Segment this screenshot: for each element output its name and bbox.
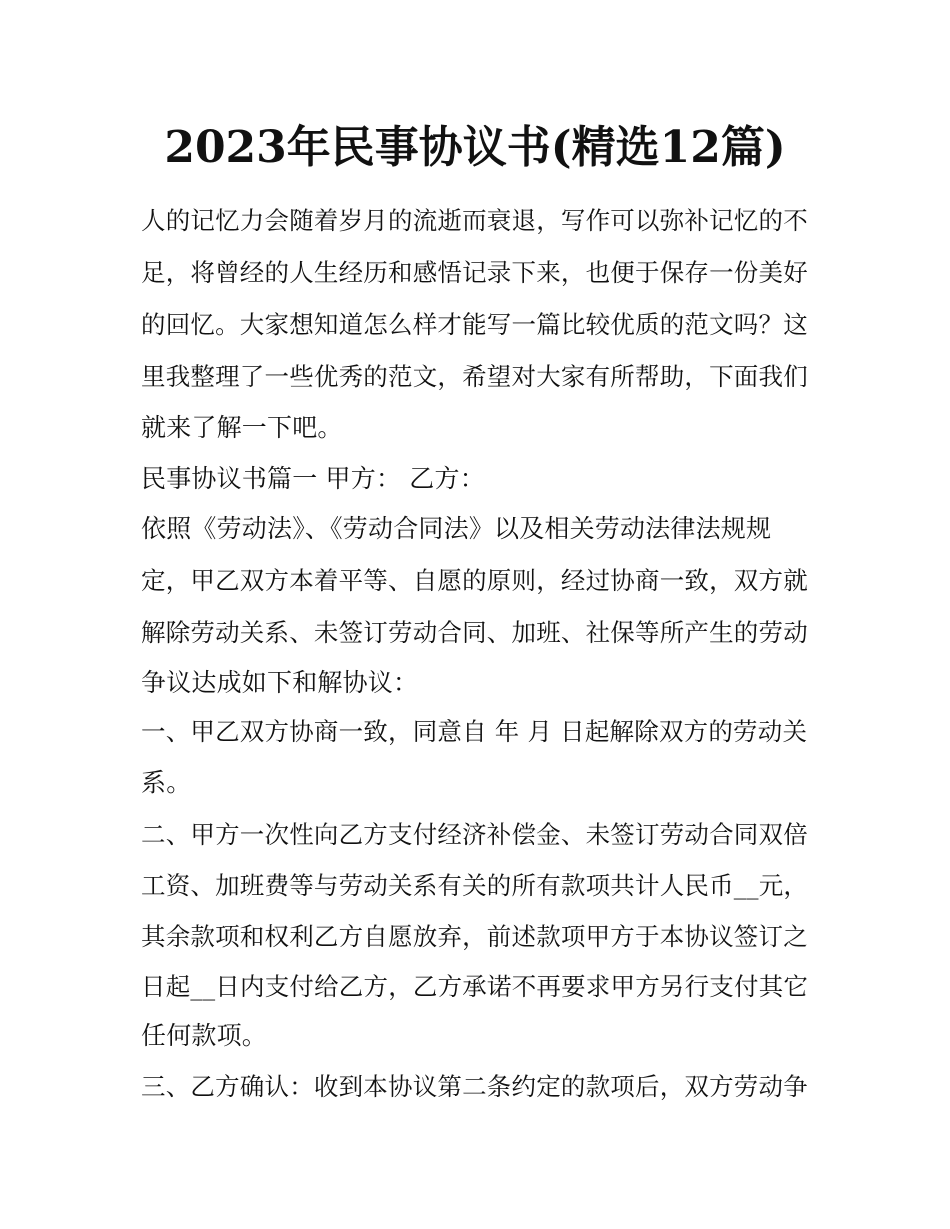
paragraph-line: 人的记忆力会随着岁月的流逝而衰退，写作可以弥补记忆的不 — [141, 206, 808, 235]
paragraph-line: 依照《劳动法》、《劳动合同法》以及相关劳动法律法规规 — [141, 514, 772, 543]
section-heading: 民事协议书篇一 甲方： 乙方： — [141, 464, 485, 493]
paragraph-line: 定，甲乙双方本着平等、自愿的原则，经过协商一致，双方就 — [141, 566, 808, 595]
clause-line: 三、乙方确认：收到本协议第二条约定的款项后，双方劳动争 — [141, 1072, 808, 1101]
clause-line: 任何款项。 — [141, 1021, 268, 1050]
paragraph-line: 里我整理了一些优秀的范文，希望对大家有所帮助，下面我们 — [141, 362, 808, 391]
clause-line: 其余款项和权利乙方自愿放弃，前述款项甲方于本协议签订之 — [141, 922, 808, 951]
paragraph-line: 的回忆。大家想知道怎么样才能写一篇比较优质的范文吗？这 — [141, 310, 808, 339]
paragraph-line: 足，将曾经的人生经历和感悟记录下来，也便于保存一份美好 — [141, 258, 808, 287]
clause-line: 工资、加班费等与劳动关系有关的所有款项共计人民币__元， — [141, 871, 809, 900]
paragraph-line: 解除劳动关系、未签订劳动合同、加班、社保等所产生的劳动 — [141, 618, 808, 647]
document-title: 2023年民事协议书(精选12篇) — [164, 122, 786, 173]
clause-line: 系。 — [141, 768, 192, 797]
paragraph-line: 争议达成如下和解协议： — [141, 668, 419, 697]
clause-line: 一、甲乙双方协商一致，同意自 年 月 日起解除双方的劳动关 — [141, 717, 808, 746]
paragraph-line: 就来了解一下吧。 — [141, 413, 343, 442]
clause-line: 日起__日内支付给乙方，乙方承诺不再要求甲方另行支付其它 — [141, 972, 809, 1001]
clause-line: 二、甲方一次性向乙方支付经济补偿金、未签订劳动合同双倍 — [141, 820, 808, 849]
